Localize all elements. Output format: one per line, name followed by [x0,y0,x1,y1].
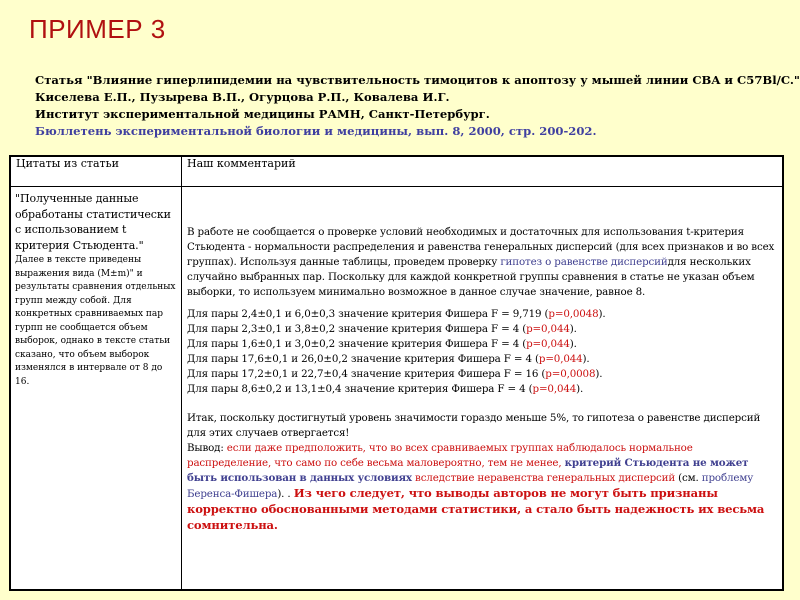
conclusion-label: Вывод: [187,442,227,454]
header-quotes: Цитаты из статьи [10,156,182,187]
pair-end: ). [598,308,606,320]
article-journal: Бюллетень экспериментальной биологии и медицины, вып. 8, 2000, стр. 200-202. [35,124,597,138]
quote-note: Далее в тексте приведены выражения вида (M±m)" и результаты сравнения отдельных групп между собой. Для конкретных сравниваемых пар гурпп не сообщается объем выборок, однако в тексте статьи сказано, что объем выборок изменялся в интервале от 8 до 16. [15,255,176,387]
pair-text: Для пары 1,6±0,1 и 3,0±0,2 значение критерия Фишера F = 4 ( [187,338,527,350]
fisher-test-item [187,352,776,367]
intro-text: В работе не сообщается о проверке условий необходимых и достаточных для использования t-критерия Стьюдента - нормальности распределения и равенства генеральных дисперсий (для всех признаков и во всех группах). Используя данные таблицы, проведем проверку [187,226,775,268]
p-value: p=0,0048 [548,308,599,320]
quote-cell [10,187,182,591]
pair-end: ). [569,323,577,335]
fisher-test-list [187,307,776,397]
pair-text: Для пары 17,2±0,1 и 22,7±0,4 значение критерия Фишера F = 16 ( [187,368,546,380]
pair-text: Для пары 2,3±0,1 и 3,8±0,2 значение критерия Фишера F = 4 ( [187,323,527,335]
fisher-test-item [187,337,776,352]
conclusion-key-claim: критерий Стьюдента не может быть использован в данных условиях [187,457,749,484]
conclusion-text: если даже предположить, что во всех сравниваемых группах наблюдалось нормальное распределение, что само по себе весьма маловероятно, тем не менее, [187,442,693,469]
p-value: p=0,0008 [545,368,596,380]
pair-end: ). [582,353,590,365]
pair-end: ). [569,338,577,350]
intro-text-end: для нескольких случайно выбранных пар. Поскольку для каждой конкретной группы сравнения в статье не указан объем выборки, то используем минимально возможное в данное случае значение, равное 8. [187,256,755,298]
p-value: p=0,044 [526,338,570,350]
pair-end: ). [576,383,584,395]
fisher-test-item [187,367,776,382]
pair-text: Для пары 2,4±0,1 и 6,0±0,3 значение критерия Фишера F = 9,719 ( [187,308,549,320]
article-reference [35,72,800,140]
behrens-fisher-link[interactable]: проблему Беренса-Фишера [187,472,754,500]
fisher-test-item [187,322,776,337]
conclusion-see: (см. [675,472,702,484]
conclusion-close: ). . [277,488,294,500]
article-title: Статья "Влияние гиперлипидемии на чувствительность тимоцитов к апоптозу у мышей линии CBA и C57Bl/C." [35,73,800,87]
pair-text: Для пары 8,6±0,2 и 13,1±0,4 значение критерия Фишера F = 4 ( [187,383,533,395]
analysis-table [9,155,784,591]
comment-cell [182,187,784,591]
variance-hypothesis-link[interactable]: гипотез о равенстве дисперсий [500,256,668,268]
slide-title: ПРИМЕР 3 [29,14,166,44]
conclusion-final: Из чего следует, что выводы авторов не могут быть признаны корректно обоснованными методами статистики, а стало быть надежность их весьма сомнительна. [187,486,765,532]
pair-text: Для пары 17,6±0,1 и 26,0±0,2 значение критерия Фишера F = 4 ( [187,353,539,365]
p-value: p=0,044 [538,353,583,365]
article-authors: Киселева Е.П., Пузырева В.П., Огурцова Р.П., Ковалева И.Г. [35,90,450,104]
table-row [10,187,783,591]
fisher-test-item [187,382,776,397]
fisher-test-item [187,307,776,322]
p-value: p=0,044 [532,383,577,395]
comment-conclusion [187,441,776,534]
quote-main: "Полученные данные обработаны статистически с использованием t критерия Стьюдента." [15,192,171,252]
p-value: p=0,044 [526,323,570,335]
conclusion-reason: вследствие неравенства генеральных дисперсий [411,472,676,484]
article-institute: Институт экспериментальной медицины РАМН, Санкт-Петербург. [35,107,490,121]
comment-summary: Итак, поскольку достигнутый уровень значимости гораздо меньше 5%, то гипотеза о равенстве дисперсий для этих случаев отвергается! [187,412,761,439]
pair-end: ). [595,368,603,380]
table-header-row [10,156,783,187]
comment-intro [187,225,776,300]
header-comment: Наш комментарий [182,156,784,187]
